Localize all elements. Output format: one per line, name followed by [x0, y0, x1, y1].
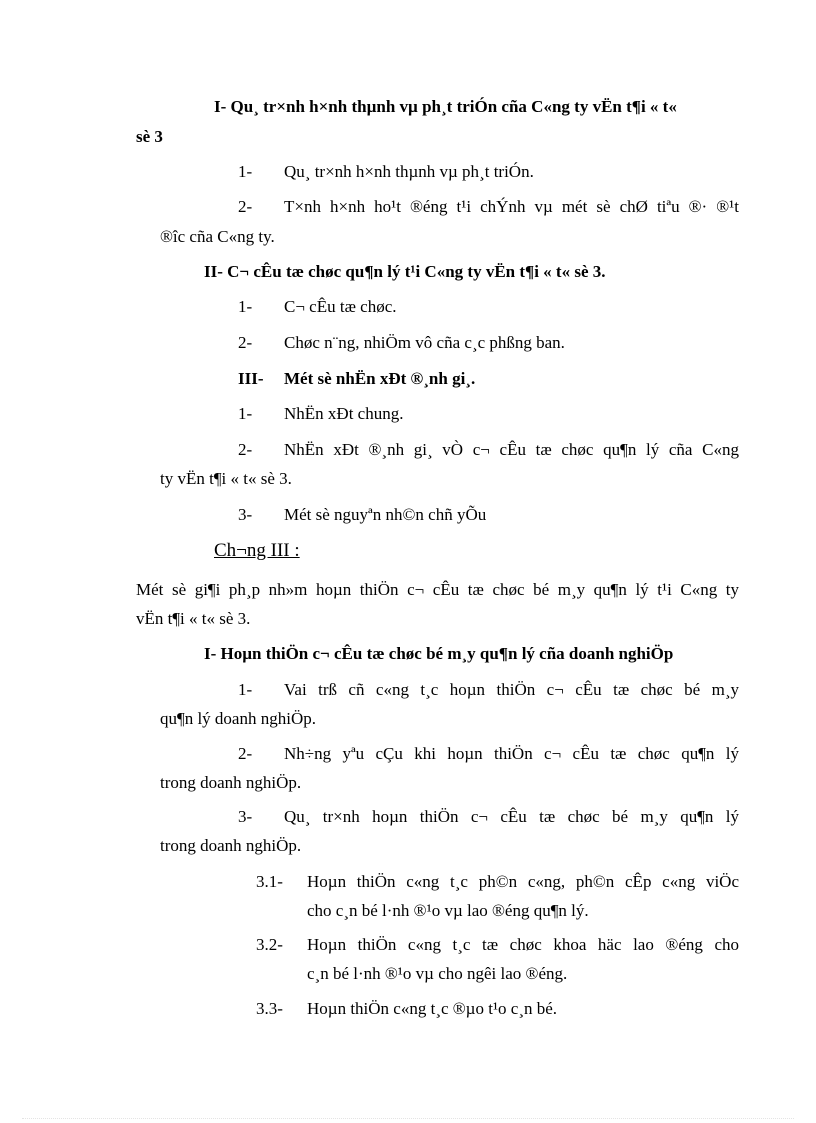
chapter-heading: Ch¬ng III : [214, 540, 300, 561]
list-item-cont: trong doanh nghiÖp. [160, 836, 302, 855]
item-number: 3- [238, 505, 253, 524]
section-3-number: III- [238, 369, 264, 388]
subitem-number: 3.2- [256, 935, 283, 954]
part-1-title: I- Hoµn thiÖn c¬ cÊu tæ chøc bé m¸y qu¶n lý cña doanh nghiÖp [204, 644, 674, 663]
list-item-cont: trong doanh nghiÖp. [160, 773, 302, 792]
sub-item: Hoµn thiÖn c«ng t¸c ®µo t¹o c¸n bé. [307, 999, 558, 1018]
item-number: 2- [238, 197, 253, 216]
subitem-number: 3.3- [256, 999, 283, 1018]
chapter-title: Mét sè gi¶i ph¸p nh»m hoµn thiÖn c¬ cÊu tæ chøc bé m¸y qu¶n lý t¹i C«ng ty [136, 580, 739, 599]
list-item: T×nh h×nh ho¹t ®éng t¹i chÝnh vµ mét sè chØ tiªu ®· ®¹t [284, 197, 739, 216]
list-item: Qu¸ tr×nh h×nh thµnh vµ ph¸t triÓn. [284, 162, 534, 181]
sub-item-cont: cho c¸n bé l·nh ®¹o vµ lao ®éng qu¶n lý. [307, 901, 589, 920]
sub-item-cont: c¸n bé l·nh ®¹o vµ cho ngêi lao ®éng. [307, 964, 568, 983]
list-item: NhËn xÐt chung. [284, 404, 404, 423]
list-item-cont: ®îc cña C«ng ty. [160, 227, 275, 246]
section-1-title: I- Qu¸ tr×nh h×nh thµnh vµ ph¸t triÓn cña C«ng ty vËn t¶i « t« [214, 97, 677, 116]
item-number: 1- [238, 404, 253, 423]
list-item: Mét sè nguyªn nh©n chñ yÕu [284, 505, 487, 524]
item-number: 2- [238, 333, 253, 352]
list-item: Vai trß cñ c«ng t¸c hoµn thiÖn c¬ cÊu tæ chøc bé m¸y [284, 680, 739, 699]
list-item-cont: ty vËn t¶i « t« sè 3. [160, 469, 292, 488]
chapter-title-cont: vËn t¶i « t« sè 3. [136, 609, 251, 628]
page-footer-dotted-line [22, 1118, 794, 1119]
subitem-number: 3.1- [256, 872, 283, 891]
list-item: NhËn xÐt ®¸nh gi¸ vÒ c¬ cÊu tæ chøc qu¶n lý cña C«ng [284, 440, 739, 459]
section-2-title: II- C¬ cÊu tæ chøc qu¶n lý t¹i C«ng ty vËn t¶i « t« sè 3. [204, 262, 606, 281]
list-item: Nh÷ng yªu cÇu khi hoµn thiÖn c¬ cÊu tæ chøc qu¶n lý [284, 744, 739, 763]
item-number: 2- [238, 440, 253, 459]
item-number: 1- [238, 680, 253, 699]
list-item: C¬ cÊu tæ chøc. [284, 297, 397, 316]
sub-item: Hoµn thiÖn c«ng t¸c ph©n c«ng, ph©n cÊp c«ng viÖc [307, 872, 739, 891]
section-1-title-cont: sè 3 [136, 127, 163, 146]
list-item: Chøc n¨ng, nhiÖm vô cña c¸c phßng ban. [284, 333, 565, 352]
item-number: 1- [238, 297, 253, 316]
section-3-title: Mét sè nhËn xÐt ®¸nh gi¸. [284, 369, 476, 388]
sub-item: Hoµn thiÖn c«ng t¸c tæ chøc khoa häc lao ®éng cho [307, 935, 739, 954]
item-number: 1- [238, 162, 253, 181]
list-item: Qu¸ tr×nh hoµn thiÖn c¬ cÊu tæ chøc bé m¸y qu¶n lý [284, 807, 739, 826]
item-number: 3- [238, 807, 253, 826]
item-number: 2- [238, 744, 253, 763]
list-item-cont: qu¶n lý doanh nghiÖp. [160, 709, 316, 728]
